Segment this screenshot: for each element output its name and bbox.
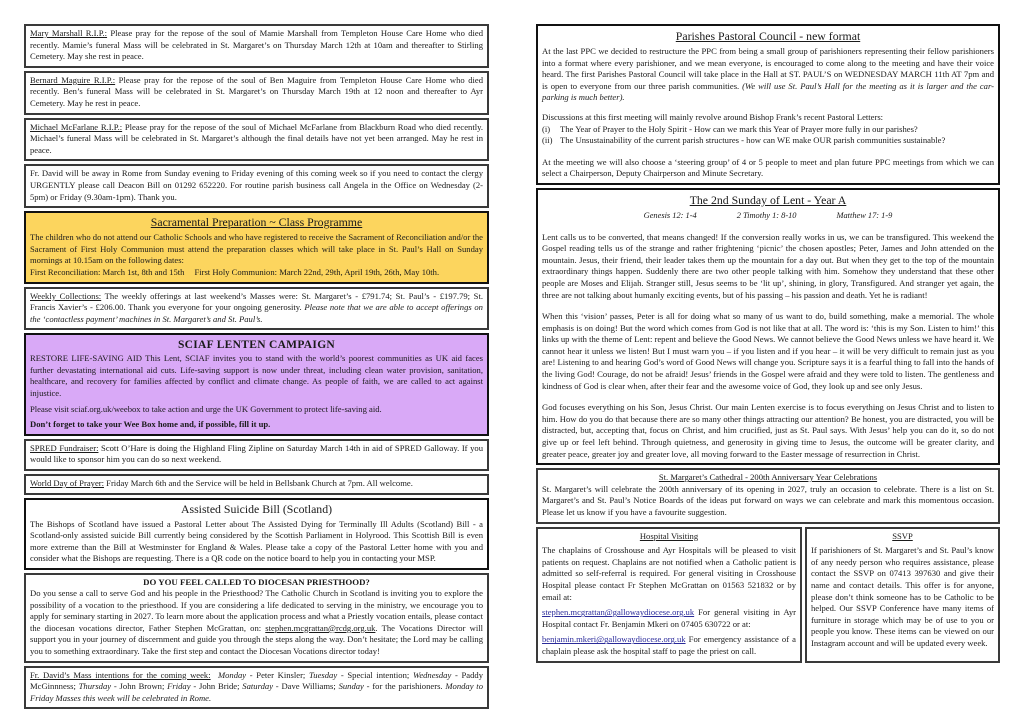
- sacramental-preparation-box: [24, 211, 489, 283]
- intention-day: Tuesday: [309, 669, 338, 680]
- ssvp-box: [805, 527, 1000, 663]
- priesthood-body: Do you sense a call to serve God and his people in the Priesthood? The Catholic Church in Scotland is inviting you to explore the possibility of a vocation to the priesthood. If you are considering a life dedicated to serving in the ministry, we encourage you to apply for seminary starting in 2027. To learn more about the application process and what a Priestly vocation entails, please contact the diocesan vocations director, Father Stephen McGrattan, on:: [30, 588, 483, 633]
- spred-text: [30, 443, 483, 466]
- left-column: [24, 24, 489, 712]
- list-text: The Year of Prayer to the Holy Spirit - How can we mark this Year of Prayer more fully in our parishes?: [560, 123, 918, 134]
- rip-name: Michael McFarlane R.I.P.:: [30, 121, 123, 132]
- ppc-p3: At the meeting we will also choose a ‘steering group’ of 4 or 5 people to meet and plan future PPC meetings from which we can select a Chairperson, Deputy Chairperson and Minute Secretary.: [542, 156, 994, 179]
- hospital-p2: [542, 607, 796, 630]
- intentions-note: Monday to Friday Masses this week will be celebrated in Rome.: [30, 681, 483, 703]
- rip-text: [30, 28, 483, 63]
- bottom-row: [536, 527, 1000, 663]
- assisted-body: The Bishops of Scotland have issued a Pastoral Letter about The Assisted Dying for Terminally Ill Adults (Scotland) Bill - a Scotland-only assisted suicide Bill currently being considered by the Scottish Parliament in Holyrood. This Scottish Bill is even more extreme than the Bill at Westminster for England & Wales. Please take a copy of the Pastoral Letter home with you and consider what the Bishops are requesting. There is a QR code on the notice board to help you in contacting your MSP.: [30, 518, 483, 564]
- intention-value: - Paddy McGinnness;: [30, 669, 483, 692]
- intention-value: - Peter Kinsler;: [246, 669, 309, 680]
- hospital-p1: The chaplains of Crosshouse and Ayr Hospitals will be pleased to visit patients on request. Chaplains are not notified when a Catholic patient is admitted so self-referral is required. For general visiting in Crosshouse Hospital please contact Fr Stephen McGrattan on 01563 521832 or by email at:: [542, 545, 796, 602]
- cathedral-body: St. Margaret’s will celebrate the 200th anniversary of its opening in 2027, truly an occasion to celebrate. There is a list on St. Margaret’s and St. Paul’s Notice Boards of the ideas put forward on ways we can celebrate and mark this momentous occasion. Please let us know if you have a favourite suggestion.: [542, 483, 994, 517]
- priesthood-title: DO YOU FEEL CALLED TO DIOCESAN PRIESTHOOD?: [143, 577, 370, 587]
- ppc-title: Parishes Pastoral Council - new format: [675, 29, 861, 43]
- chaplain-email-link-1[interactable]: stephen.mcgrattan@gallowaydiocese.org.uk: [542, 607, 695, 618]
- prayer-day-label: World Day of Prayer:: [30, 478, 105, 489]
- lent-p1: Lent calls us to be converted, that means changed! If the conversion really works in us, we can be transfigured. This weekend the Gospel reading tells us of the strange and rather frightening ‘picnic’ the chosen apostles; Peter, James and John attended on the mountain. Jesus, their friend, their leader takes them up the mountain for a day out. But when they get to the top of the mountain extraordinary things happen. Suddenly there are two other people talking with him. Somehow they understand that these other people are Moses and Elijah. Stranger still, Jesus seems to be ‘lit up’, shining, in glory, Transfigured. And stranger yet again, the three are not talking about humanly exciting events, but of his passing – his passion and death. Yet he is radiant!: [542, 231, 994, 300]
- intention-value: - John Bride;: [190, 681, 243, 692]
- first-reconciliation-dates: First Reconciliation: March 1st, 8th and 15th: [30, 266, 185, 277]
- rip-text: [30, 75, 483, 110]
- priesthood-box: [24, 573, 489, 663]
- right-column: [536, 24, 1000, 663]
- lent-readings: [542, 210, 994, 222]
- lent-reflection-box: [536, 188, 1000, 465]
- weekly-collections-notice: [24, 287, 489, 331]
- ppc-list-item: [542, 135, 994, 147]
- hospital-p3-text: For emergency assistance of a chaplain please ask the hospital staff to page the priest on call.: [542, 634, 796, 656]
- intention-day: Monday: [217, 669, 247, 680]
- rip-text: [30, 122, 483, 157]
- intentions-text: [30, 670, 483, 705]
- hospital-visiting-box: [536, 527, 802, 663]
- hospital-p3: [542, 634, 796, 657]
- intention-value: - John Brown;: [111, 681, 168, 692]
- rip-name: Bernard Maguire R.I.P.:: [30, 74, 116, 85]
- spred-fundraiser-notice: [24, 439, 489, 471]
- ppc-p1: [542, 46, 994, 104]
- hospital-title: Hospital Visiting: [639, 530, 699, 541]
- intention-day: Saturday: [242, 681, 274, 692]
- rip-name: Mary Marshall R.I.P.:: [30, 28, 108, 38]
- hospital-p2-text: For general visiting in Ayr Hospital contact Fr. Benjamin Mkeri on 07405 630722 or at:: [542, 607, 796, 629]
- first-communion-dates: First Holy Communion: March 22nd, 29th, April 19th, 26th, May 10th.: [194, 266, 440, 277]
- intention-day: Friday: [167, 681, 191, 692]
- collections-body: The weekly offerings at last weekend’s Masses were: St. Margaret’s - £791.74; St. Paul’s - £197.79; St. Francis Xavier’s - £206.00. Thank you everyone for your ongoing generosity.: [30, 290, 483, 313]
- cathedral-anniversary-box: [536, 468, 1000, 523]
- assisted-suicide-bill-box: [24, 498, 489, 570]
- vocations-email-link[interactable]: stephen.mcgrattan@rcdg.org.uk: [265, 622, 376, 633]
- reading-2: 2 Timothy 1: 8-10: [736, 210, 797, 220]
- collections-text: [30, 291, 483, 326]
- spred-body: Scott O’Hare is doing the Highland Fling Zipline on Saturday March 14th in aid of SPRED Galloway. If you would like to sponsor him you can do so next weekend.: [30, 442, 483, 465]
- intention-day: Wednesday: [412, 669, 452, 680]
- lent-title: The 2nd Sunday of Lent - Year A: [689, 192, 847, 207]
- fr-david-away-notice: [24, 164, 489, 208]
- ppc-p1-italic: (We will use St. Paul’s Hall for the meeting as it is larger and the car-parking is much better).: [542, 80, 994, 103]
- fr-david-away-text: Fr. David will be away in Rome from Sunday evening to Friday evening of this coming week so if you need to contact the clergy URGENTLY please call Deacon Bill on 01292 652220. For routine parish business call Angela in the Office on Wednesday (2-5pm) or Friday (9.30am-1pm). Thank you.: [30, 168, 483, 202]
- lent-p3: God focuses everything on his Son, Jesus Christ. Our main Lenten exercise is to focus everything on Jesus Christ and to listen to him. How do you do that because there are so many other things attracting our attention? Be honest, you are distracted, you will be distracted, but, accepting that, focus on Christ, and him crucified, just as St. Paul says. With Jesus’ help you can do it, so do not give up or feel left behind. Through quietness, and generosity in giving time to Jesus, the outcome will be greater clarity, and greater peace, greater joy and greater love, all moving forward to the Easter message of resurrection in Christ.: [542, 402, 994, 459]
- sciaf-campaign-box: [24, 333, 489, 436]
- intention-value: - Dave Williams;: [273, 681, 339, 692]
- prayer-day-text: [30, 478, 483, 490]
- intention-value: - for the parishioners.: [363, 681, 446, 692]
- rip-notice-mary-marshall: [24, 24, 489, 68]
- ssvp-title: SSVP: [892, 530, 913, 541]
- mass-intentions-notice: [24, 666, 489, 710]
- chaplain-email-link-2[interactable]: benjamin.mkeri@gallowaydiocese.org.uk: [542, 634, 686, 645]
- rip-body: Please pray for the repose of the soul of Michael McFarlane from Blackburn Road who died recently. Michael’s funeral Mass will be celebrated in St. Margaret’s although the final details have not yet been arranged. May he rest in peace.: [30, 121, 483, 155]
- priesthood-text: [30, 588, 483, 658]
- sciaf-reminder: Don’t forget to take your Wee Box home and, if possible, fill it up.: [30, 419, 271, 430]
- rip-notice-bernard-maguire: [24, 71, 489, 115]
- ppc-p2: Discussions at this first meeting will mainly revolve around Bishop Frank’s recent Pastoral Letters:: [542, 111, 884, 122]
- cathedral-title: St. Margaret’s Cathedral - 200th Anniversary Year Celebrations: [658, 472, 878, 483]
- ppc-discussion-list: [542, 124, 994, 147]
- sciaf-body: RESTORE LIFE-SAVING AID This Lent, SCIAF invites you to stand with the world’s poorest communities as UK aid faces further devastating international aid cuts. Life-saving support is now under threat, including clean water provision, sanitation, healthcare, and recovery for families affected by conflict and climate change. As people of faith, we are called to act against injustice.: [30, 353, 483, 399]
- sacramental-dates: [30, 267, 483, 279]
- world-day-of-prayer-notice: [24, 474, 489, 495]
- ssvp-body: If parishioners of St. Margaret’s and St. Paul’s know of any needy person who requires assistance, please contact the SSVP on 07413 397630 and give their name and contact details. This offer is for anyone, please don’t think someone has to be Catholic to be helped. Our SSVP Conference have many items of furniture in storage which may be of use to you or people you know. These items can be viewed on our Instagram account and will be updated every week.: [811, 545, 994, 648]
- ppc-box: [536, 24, 1000, 185]
- sacramental-body: The children who do not attend our Catholic Schools and who have registered to receive the Sacrament of Reconciliation and/or the Sacrament of First Holy Communion must attend the preparation classes which will take place in St. Paul’s Hall on Sunday mornings at 10.15am on the following dates:: [30, 232, 483, 266]
- ppc-p1-text: At the last PPC we decided to restructure the PPC from being a small group of parishioners representing their fellow parishioners into a format where every parishioner, and we mean everyone, is encouraged to come along to the meeting and have their voice heard. The first Parishes Pastoral Council will take place in the Hall at ST. PAUL’S on WEDNESDAY MARCH 11th AT 7pm and is open to everyone from our three parish communities.: [542, 46, 994, 91]
- rip-notice-michael-mcfarlane: [24, 118, 489, 162]
- spred-label: SPRED Fundraiser:: [30, 442, 99, 453]
- rip-body: Please pray for the repose of the soul of Ben Maguire from Templeton House Care Home who died recently. Ben’s funeral Mass will be celebrated in St. Margaret’s on Thursday March 19th at 12 noon and thereafter to Ayr Cemetery. May he rest in peace.: [30, 74, 483, 108]
- reading-1: Genesis 12: 1-4: [643, 210, 697, 220]
- lent-p2: When this ‘vision’ passes, Peter is all for doing what so many of us want to do, build something, make a memorial. The whole emphasis is on doing! But the word which comes from God is not like that at all. The word is: ‘this is my Son. Listen to him!’ this links up with the theme of Lent: repent and believe the Good News. We cannot believe the Good News unless we have heard it. We cannot hear it unless we listen! But I must warn you – if you listen and if you hear – it will be very difficult to remain just as you are! Listening to and hearing God’s word of Good News will change you. Scripture says it is a fearful thing to fall into the hands of the living God! Courage, do not be afraid! Jesus’ friends in the Gospel were afraid and they were told to listen. The gentleness and kindness of God is clear when, after their fear and the awesome voice of God, they look up and see only Jesus.: [542, 311, 994, 391]
- list-number: (i): [542, 123, 551, 134]
- sacramental-title: Sacramental Preparation ~ Class Programme: [150, 215, 363, 230]
- intention-value: - Special intention;: [337, 669, 413, 680]
- rip-body: Please pray for the repose of the soul of Mamie Marshall from Templeton House Care Home who died recently. Mamie’s funeral Mass will be celebrated in St. Margaret’s on Thursday March 12th at 10am and thereafter to Stirling Cemetery. May she rest in peace.: [30, 28, 483, 62]
- intention-day: Thursday: [78, 681, 112, 692]
- collections-label: Weekly Collections:: [30, 290, 102, 301]
- prayer-day-body: Friday March 6th and the Service will be held in Bellsbank Church at 7pm. All welcome.: [104, 478, 413, 489]
- list-text: The Unsustainability of the current parish structures - how can WE make OUR parish communities sustainable?: [560, 135, 946, 146]
- collections-note: Please note that we are able to accept offerings on the ‘contactless payment’ machines in St. Margaret’s and St. Paul’s.: [30, 302, 483, 324]
- priesthood-body-end: . The Vocations Director will support you in your journey of discernment and guide you through the steps along the way. Don’t hesitate; the Lord may be calling you to something extraordinary. Take the first step and contact the Diocesan Vocations director today!: [30, 622, 483, 656]
- sciaf-visit: Please visit sciaf.org.uk/weebox to take action and urge the UK Government to protect life-saving aid.: [30, 403, 382, 414]
- list-number: (ii): [542, 135, 553, 146]
- intentions-label: Fr. David’s Mass intentions for the coming week:: [30, 669, 211, 680]
- ppc-list-item: [542, 124, 994, 136]
- sciaf-title: SCIAF LENTEN CAMPAIGN: [177, 339, 336, 352]
- intention-day: Sunday: [338, 681, 364, 692]
- assisted-title: Assisted Suicide Bill (Scotland): [180, 501, 333, 516]
- reading-3: Matthew 17: 1-9: [836, 210, 893, 220]
